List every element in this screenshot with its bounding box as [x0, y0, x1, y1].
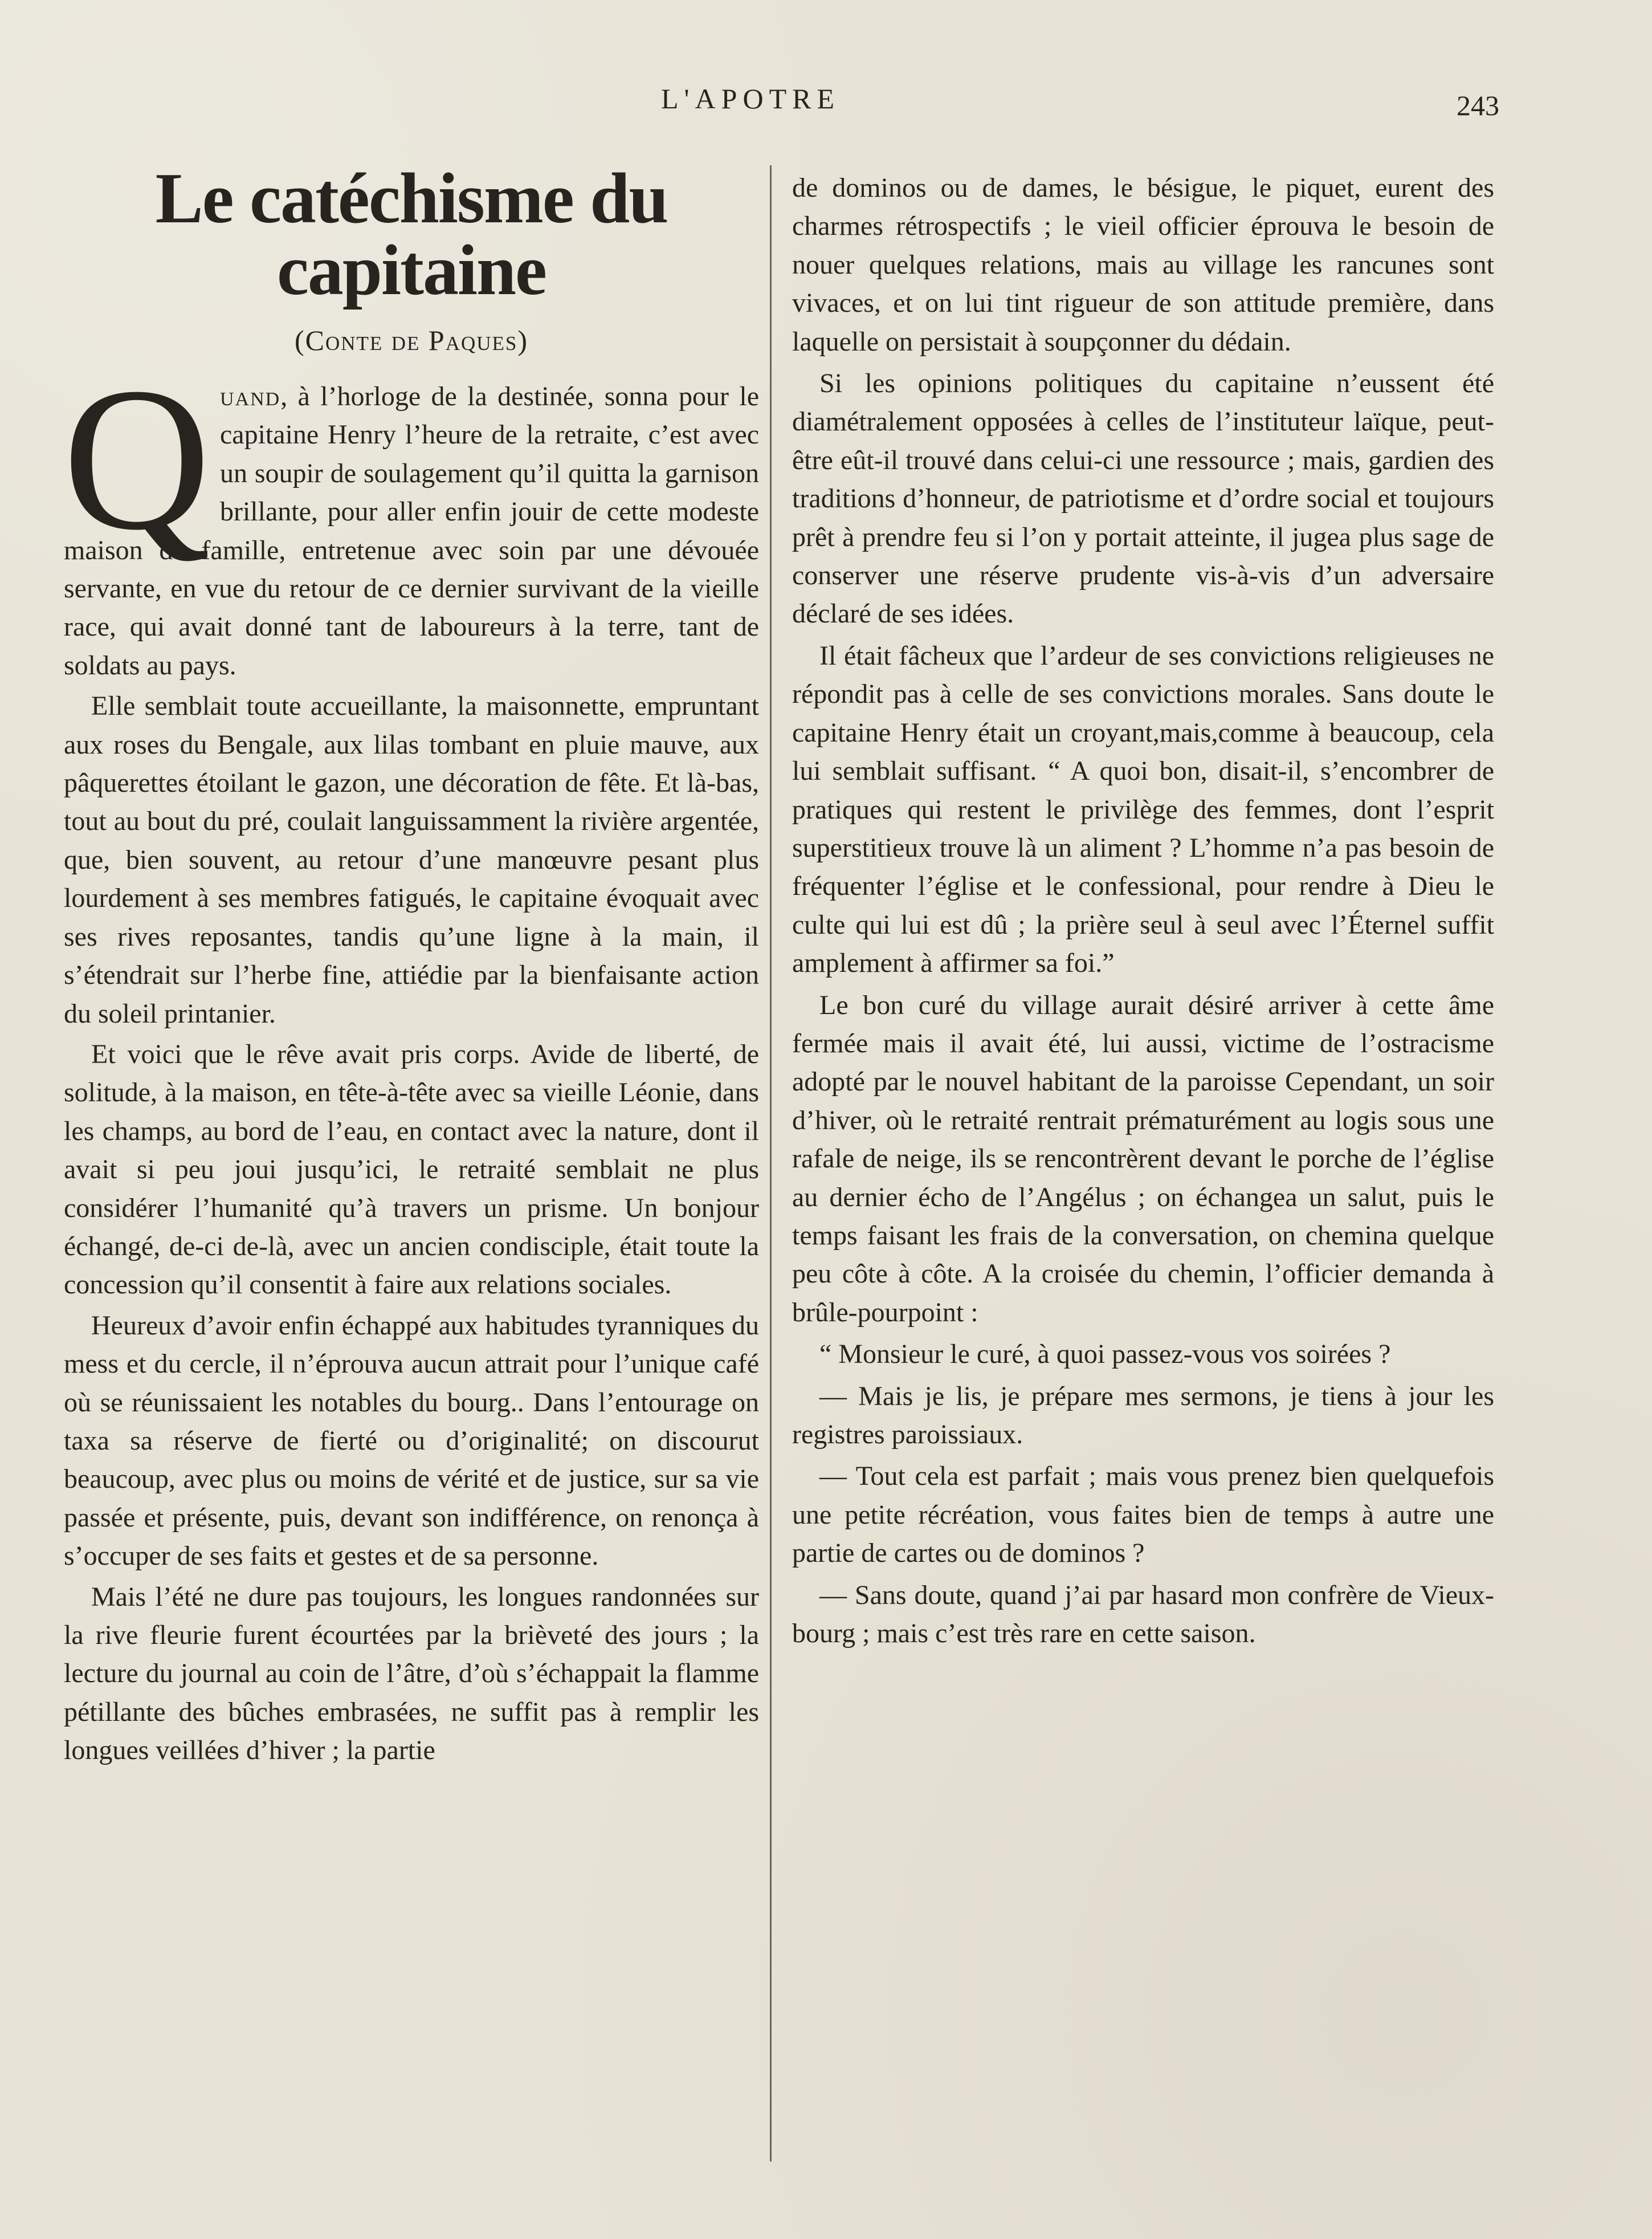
left-paragraph: Elle semblait toute accueillante, la maisonnette, empruntant aux roses du Bengale, aux lilas tombant en pluie mauve, aux pâquerettes étoilant le gazon, une décoration de fête. Et là-bas, tout au bout du pré, coulait languissamment la rivière argentée, que, bien souvent, au retour d’une manœuvre pesant plus lourdement à ses membres fatigués, le capitaine évoquait avec ses rives reposantes, tandis qu’une ligne à la main, il s’étendrait sur l’herbe fine, attiédie par la bienfaisante action du soleil printanier. — [64, 691, 759, 1029]
right-paragraph: de dominos ou de dames, le bésigue, le piquet, eurent des charmes rétrospectifs ; le vieil officier éprouva le besoin de nouer quelques relations, mais au village les rancunes sont vivaces, et on lui tint rigueur de son attitude première, dans laquelle on persistait à soupçonner du dédain. — [792, 173, 1494, 357]
page-number: 243 — [1457, 89, 1499, 121]
left-paragraph: Mais l’été ne dure pas toujours, les longues randonnées sur la rive fleurie furent écourtées par la brièveté des jours ; la lecture du journal au coin de l’âtre, d’où s’échappait la flamme pétillante des bûches embrasées, ne suffit pas à remplir les longues veillées d’hiver ; la partie — [64, 1581, 759, 1766]
opening-paragraph — [63, 345, 759, 685]
dialogue-line: — Tout cela est parfait ; mais vous prenez bien quelquefois une petite récréation, vous faites bien de temps à autre une partie de cartes ou de dominos ? — [792, 1461, 1494, 1569]
dialogue-line: — Mais je lis, je prépare mes sermons, je tiens à jour les registres paroissiaux. — [792, 1381, 1494, 1450]
opening-text: , à l’horloge de la destinée, sonna pour le capitaine Henry l’heure de la retraite, c’est avec un soupir de soulagement qu’il quitta la garnison brillante, pour aller enfin jouir de cette modeste maison de famille, entretenue avec soin par une dévouée servante, en vue du retour de ce dernier survivant de la vieille race, qui avait donné tant de laboureurs à la terre, tant de soldats au pays. — [64, 381, 759, 681]
right-paragraph: Il était fâcheux que l’ardeur de ses convictions religieuses ne répondit pas à celle de ses convictions morales. Sans doute le capitaine Henry était un croyant,mais,comme à beaucoup, cela lui semblait suffisant. “ A quoi bon, disait-il, s’encombrer de pratiques qui restent le privilège des femmes, dont l’esprit superstitieux trouve là un aliment ? L’homme n’a pas besoin de fréquenter l’église et le confessional, pour rendre à Dieu le culte qui lui est dû ; la prière seul à seul avec l’Éternel suffit amplement à affirmer sa foi.” — [792, 640, 1494, 979]
left-paragraph: Heureux d’avoir enfin échappé aux habitudes tyranniques du mess et du cercle, il n’éprouva aucun attrait pour l’unique café où se réunissaient les notables du bourg.. Dans l’entourage on taxa sa réserve de fierté ou d’originalité; on discourut beaucoup, avec plus ou moins de vérité et de justice, sur sa vie passée et présente, puis, devant son indifférence, on renonça à s’occuper de ses faits et gestes et de sa personne. — [64, 1310, 759, 1572]
opening-smallcaps: uand — [219, 381, 281, 412]
drop-cap: Q — [63, 345, 211, 572]
left-column — [63, 159, 759, 1772]
right-column — [792, 169, 1494, 1656]
dialogue-line: — Sans doute, quand j’ai par hasard mon confrère de Vieux-bourg ; mais c’est très rare en cette saison. — [792, 1579, 1494, 1649]
right-paragraph: Le bon curé du village aurait désiré arriver à cette âme fermée mais il avait été, lui aussi, victime de l’ostracisme adopté par le nouvel habitant de la paroisse Cependant, un soir d’hiver, où le retraité rentrait prématurément au logis sous une rafale de neige, ils se rencontrèrent devant le porche de l’église au dernier écho de l’Angélus ; on échangea un salut, puis le temps faisant les frais de la conversation, on chemina quelque peu côte à côte. A la croisée du chemin, l’officier demanda à brûle-pourpoint : — [792, 990, 1494, 1328]
article-subtitle: (Conte de Paques) — [294, 324, 529, 356]
right-paragraph: Si les opinions politiques du capitaine n’eussent été diamétralement opposées à celles de l’instituteur laïque, peut-être eût-il trouvé dans celui-ci une ressource ; mais, gardien des traditions d’honneur, de patriotisme et d’ordre social et toujours prêt à prendre feu si l’on y portait atteinte, il jugea plus sage de conserver une réserve prudente vis-à-vis d’un adversaire déclaré de ses idées. — [792, 368, 1494, 629]
left-paragraph: Et voici que le rêve avait pris corps. Avide de liberté, de solitude, à la maison, en tête-à-tête avec sa vieille Léonie, dans les champs, au bord de l’eau, en contact avec la nature, dont il avait si peu joui jusqu’ici, le retraité semblait ne plus considérer l’humanité qu’à travers un prisme. Un bonjour échangé, de-ci de-là, avec un ancien condisciple, était toute la concession qu’il consentit à faire aux relations sociales. — [64, 1039, 759, 1300]
running-title: L'APOTRE — [661, 83, 841, 115]
article-title: Le catéchisme du capitaine — [155, 159, 668, 310]
dialogue-line: “ Monsieur le curé, à quoi passez-vous vos soirées ? — [819, 1339, 1391, 1370]
column-divider — [770, 165, 772, 2161]
